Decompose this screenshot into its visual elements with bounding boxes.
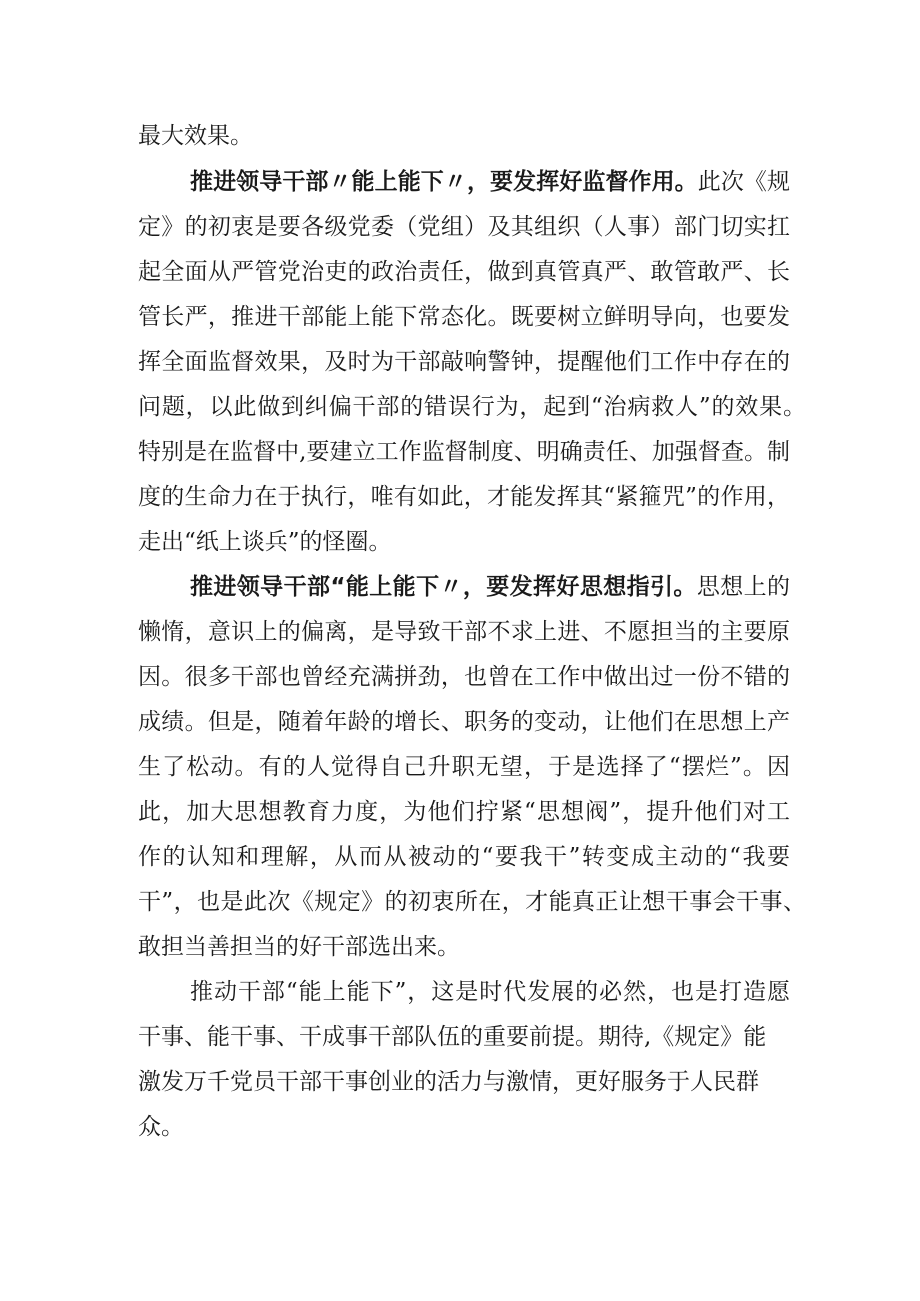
text-line: 激发万千党员干部干事创业的活力与激情，更好服务于人民群 — [138, 1069, 759, 1095]
text-span: 思想上的 — [696, 574, 790, 600]
text-line: 干”，也是此次《规定》的初衷所在，才能真正让想干事会干事、 — [138, 889, 806, 915]
text-line: 生了松动。有的人觉得自己升职无望，于是选择了“摆烂”。因 — [138, 754, 790, 780]
text-line: 特别是在监督中,要建立工作监督制度、明确责任、加强督查。制 — [138, 439, 790, 465]
text-line: 度的生命力在于执行，唯有如此，才能发挥其“紧箍咒”的作用， — [138, 484, 790, 510]
text-line: 众。 — [138, 1114, 184, 1140]
text-line: 起全面从严管党治吏的政治责任，做到真管真严、敢管敢严、长 — [138, 259, 790, 285]
text-line: 干事、能干事、干成事干部队伍的重要前提。期待,《规定》能 — [138, 1024, 767, 1050]
text-line: 管长严，推进干部能上能下常态化。既要树立鲜明导向，也要发 — [138, 304, 790, 330]
paragraph-heading: 推进领导干部“能上能下〃，要发挥好思想指引。 — [190, 574, 697, 600]
text-span: 此次《规 — [697, 169, 791, 195]
text-line: 走出“纸上谈兵”的怪圈。 — [138, 529, 392, 555]
text-line: 最大效果。 — [138, 123, 253, 149]
paragraph-heading-line — [190, 572, 790, 602]
text-line: 定》的初衷是要各级党委（党组）及其组织（人事）部门切实扛 — [138, 214, 790, 240]
text-line: 挥全面监督效果，及时为干部敲响警钟，提醒他们工作中存在的 — [138, 349, 790, 375]
text-line: 作的认知和理解，从而从被动的“要我干”转变成主动的“我要 — [138, 844, 790, 870]
text-line: 懒惰，意识上的偏离，是导致干部不求上进、不愿担当的主要原 — [138, 619, 790, 645]
text-line: 敢担当善担当的好干部选出来。 — [138, 934, 460, 960]
text-line: 此，加大思想教育力度，为他们拧紧“思想阀”，提升他们对工 — [138, 799, 790, 825]
paragraph-heading: 推进领导干部〃能上能下〃，要发挥好监督作用。 — [190, 169, 698, 195]
text-line: 因。很多干部也曾经充满拼劲，也曾在工作中做出过一份不错的 — [138, 664, 790, 690]
text-line: 问题，以此做到纠偏干部的错误行为，起到“治病救人”的效果。 — [138, 394, 806, 420]
paragraph-heading-line — [190, 167, 790, 197]
text-line: 成绩。但是，随着年龄的增长、职务的变动，让他们在思想上产 — [138, 709, 790, 735]
text-line: 推动干部“能上能下”，这是时代发展的必然，也是打造愿 — [190, 979, 790, 1005]
